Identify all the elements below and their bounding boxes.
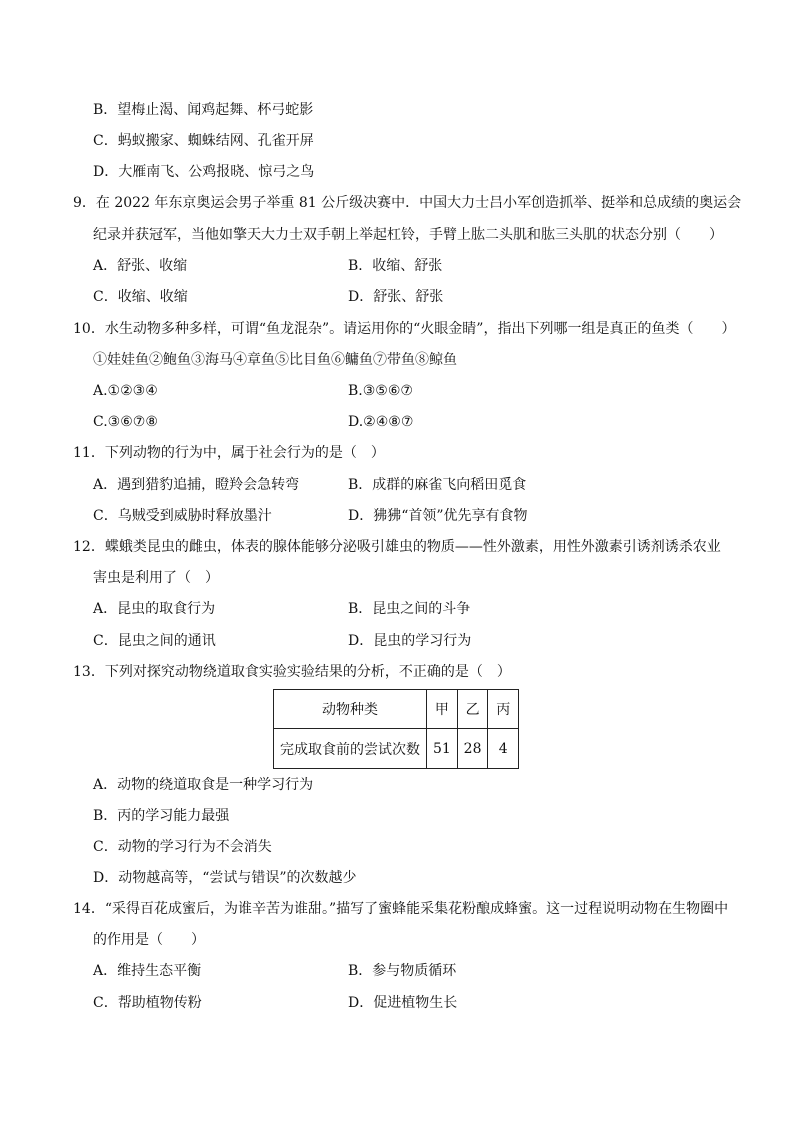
table-value-yi: 28 (457, 729, 488, 769)
q12-stem-line1: 12．蝶蛾类昆虫的雌虫，体表的腺体能够分泌吸引雄虫的物质——性外激素，用性外激素引诱剂诱杀农业 (73, 539, 721, 555)
q9-stem-line1: 9．在 2022 年东京奥运会男子举重 81 公斤级决赛中．中国大力士吕小军创造抓举、挺举和总成绩的奥运会 (73, 195, 742, 211)
q14-option-d: D．促进植物生长 (348, 995, 458, 1011)
q11-option-d: D．狒狒“首领”优先享有食物 (348, 508, 528, 524)
table-row (274, 690, 519, 729)
q11-stem-line1: 11．下列动物的行为中，属于社会行为的是（ ） (73, 445, 385, 461)
experiment-table (273, 689, 519, 769)
q9-option-d: D．舒张、舒张 (348, 289, 444, 305)
q9-option-a: A．舒张、收缩 (93, 258, 188, 274)
q8-option-d: D．大雁南飞、公鸡报晓、惊弓之鸟 (93, 164, 315, 180)
q9-option-b: B．收缩、舒张 (348, 258, 443, 274)
q9-option-c: C．收缩、收缩 (93, 289, 188, 305)
q14-stem-line2: 的作用是（ ） (93, 932, 205, 948)
table-row-label: 完成取食前的尝试次数 (274, 729, 427, 769)
q12-option-d: D．昆虫的学习行为 (348, 633, 472, 649)
q10-option-a: A.①②③④ (93, 383, 158, 399)
q10-option-c: C.③⑥⑦⑧ (93, 414, 158, 430)
table-col-jia: 甲 (427, 690, 458, 729)
table-value-bing: 4 (488, 729, 519, 769)
q13-option-a: A．动物的绕道取食是一种学习行为 (93, 777, 314, 793)
q14-option-c: C．帮助植物传粉 (93, 995, 202, 1011)
q13-option-b: B．丙的学习能力最强 (93, 808, 230, 824)
q14-option-a: A．维持生态平衡 (93, 963, 202, 979)
table-row (274, 729, 519, 769)
q13-option-c: C．动物的学习行为不会消失 (93, 839, 272, 855)
q10-option-d: D.②④⑧⑦ (348, 414, 414, 430)
table-col-yi: 乙 (457, 690, 488, 729)
q14-option-b: B．参与物质循环 (348, 963, 457, 979)
q8-option-c: C．蚂蚁搬家、蜘蛛结网、孔雀开屏 (93, 133, 314, 149)
q12-option-c: C．昆虫之间的通讯 (93, 633, 216, 649)
q11-option-a: A．遇到猎豹追捕，瞪羚会急转弯 (93, 477, 300, 493)
q12-option-a: A．昆虫的取食行为 (93, 601, 216, 617)
q11-option-c: C．乌贼受到威胁时释放墨汁 (93, 508, 272, 524)
table-value-jia: 51 (427, 729, 458, 769)
q12-option-b: B．昆虫之间的斗争 (348, 601, 471, 617)
table-header-label: 动物种类 (274, 690, 427, 729)
q14-stem-line1: 14．“采得百花成蜜后，为谁辛苦为谁甜。”描写了蜜蜂能采集花粉酿成蜂蜜。这一过程说明动物在生物圈中 (73, 901, 729, 917)
q12-stem-line2: 害虫是利用了（ ） (93, 570, 219, 586)
q10-stem-line1: 10．水生动物多种多样，可谓“鱼龙混杂”。请运用你的“火眼金睛”，指出下列哪一组是真正的鱼类（ ） (73, 321, 736, 337)
table-col-bing: 丙 (488, 690, 519, 729)
q13-option-d: D．动物越高等，“尝试与错误”的次数越少 (93, 870, 357, 886)
q13-stem-line1: 13．下列对探究动物绕道取食实验实验结果的分析，不正确的是（ ） (73, 664, 511, 680)
q8-option-b: B．望梅止渴、闻鸡起舞、杯弓蛇影 (93, 102, 314, 118)
q9-stem-line2: 纪录并获冠军，当他如擎天大力士双手朝上举起杠铃，手臂上肱二头肌和肱三头肌的状态分别（ ） (93, 227, 723, 243)
q11-option-b: B．成群的麻雀飞向稻田觅食 (348, 477, 527, 493)
q10-stem-line2: ①娃娃鱼②鲍鱼③海马④章鱼⑤比目鱼⑥鳙鱼⑦带鱼⑧鲸鱼 (93, 352, 457, 368)
q10-option-b: B.③⑤⑥⑦ (348, 383, 413, 399)
